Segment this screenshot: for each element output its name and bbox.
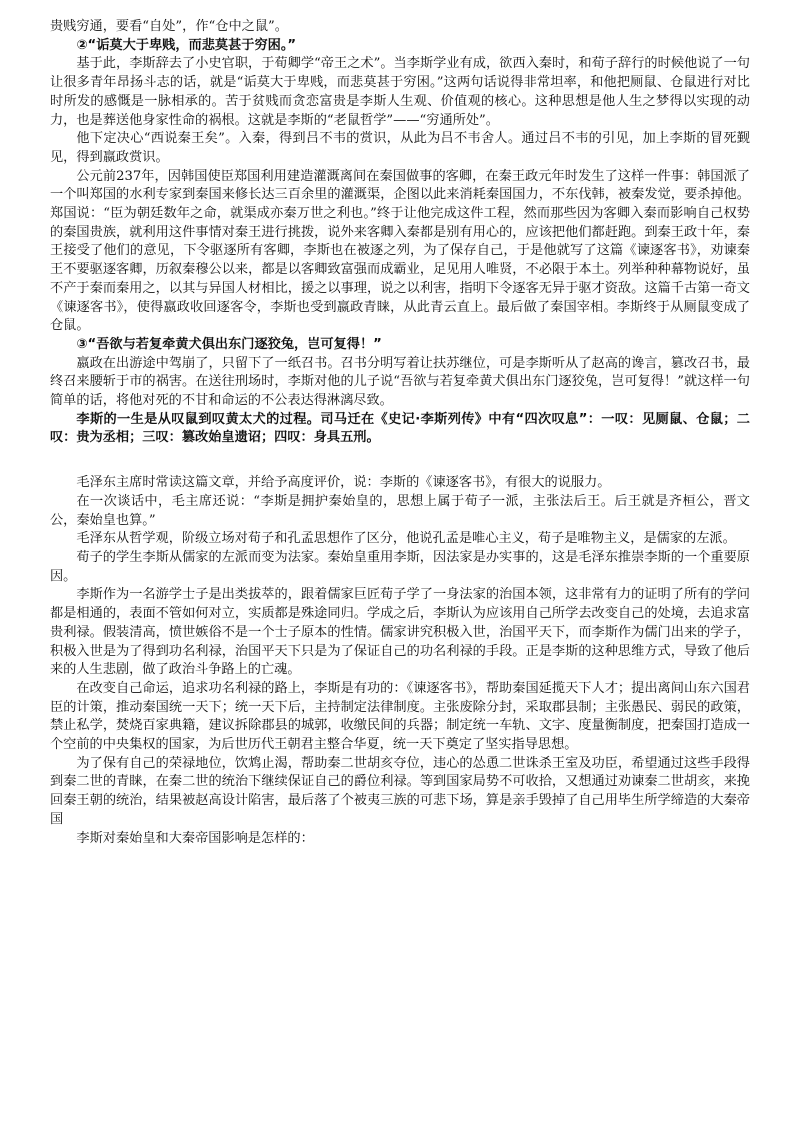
paragraph: 贵贱穷通，要看“自处”，作“仓中之鼠”。 xyxy=(50,19,288,34)
paragraph: 基于此，李斯辞去了小史官职，于荀卿学“帝王之术”。当李斯学业有成，欲西入秦时，和荀子辞行的时候他说了一句让很多青年昂扬斗志的话，就是“诟莫大于卑贱，而悲莫甚于穷困。”这两句话说得非常坦率，和他把厕鼠、仓鼠进行对比时所发的感慨是一脉相承的。苦于贫贱而贪恋富贵是李斯人生观、价值观的核心。这种思想是他人生之梦得以实现的动力，也是葬送他身家性命的祸根。这就是李斯的“老鼠哲学”——“穷通所处”。 xyxy=(50,56,750,128)
blank-line xyxy=(50,448,750,474)
paragraph: 毛泽东主席时常读这篇文章，并给予高度评价，说：李斯的《谏逐客书》，有很大的说服力。 xyxy=(76,475,611,491)
section-heading-2: ②“诟莫大于卑贱，而悲莫甚于穷困。” xyxy=(76,37,297,53)
paragraph: 他下定决心“西说秦王矣”。入秦，得到吕不韦的赏识，从此为吕不韦舍人。通过吕不韦的引见，加上李斯的冒死觐见，得到嬴政赏识。 xyxy=(50,131,750,165)
paragraph: 公元前237年，因韩国使臣郑国利用建造灌溉离间在秦国做事的客卿，在秦王政元年时发生了这样一件事：韩国派了一个叫郑国的水利专家到秦国来修长达三百余里的灌溉渠，企图以此来消耗秦国国力，不东伐韩，被秦发觉，要杀掉他。郑国说：“臣为朝廷数年之命，就渠成亦秦万世之利也。”终于让他完成这件工程，然而那些因为客卿入秦而影响自己权势的秦国贵族，就利用这件事情对秦王进行挑拨，说外来客卿入秦都是别有用心的，应该把他们都赶跑。到秦王政十年，秦王接受了他们的意见，下令驱逐所有客卿，李斯也在被逐之列，为了保存自己，于是他就写了这篇《谏逐客书》，劝谏秦王不要驱逐客卿，历叙秦穆公以来，都是以客卿致富强而成霸业，足见用人唯贤，不必限于本土。列举种种幕物说好，虽不产于秦而秦用之，以其与异国人材相比，援之以事理，说之以利害，指明下令逐客无异于驱才资敌。这篇千古第一奇文《谏逐客书》，使得嬴政收回逐客令，李斯也受到嬴政青睐，从此青云直上。最后做了秦国宰相。李斯终于从厕鼠变成了仓鼠。 xyxy=(50,168,750,334)
section-heading-3: ③“吾欲与若复牵黄犬俱出东门逐狡兔，岂可复得！” xyxy=(76,336,382,352)
paragraph: 嬴政在出游途中驾崩了，只留下了一纸召书。召书分明写着让扶苏继位，可是李斯听从了赵高的谗言，篡改召书，最终召来腰斩于市的祸害。在送往刑场时，李斯对他的儿子说“吾欲与若复牵黄犬俱出东门逐狡兔，岂可复得！”就这样一句简单的话，将他对死的不甘和命运的不公表达得淋漓尽致。 xyxy=(50,355,750,409)
paragraph: 荀子的学生李斯从儒家的左派而变为法家。秦始皇重用李斯，因法家是办实事的，这是毛泽东推崇李斯的一个重要原因。 xyxy=(50,549,750,584)
document-page xyxy=(50,18,750,848)
paragraph: 为了保有自己的荣禄地位，饮鸩止渴，帮助秦二世胡亥夺位，违心的怂恿二世诛杀王室及功臣，希望通过这些手段得到秦二世的青睐，在秦二世的统治下继续保证自己的爵位利禄。等到国家局势不可收拾，又想通过劝谏秦二世胡亥，来挽回秦王朝的统治，结果被赵高设计陷害，最后落了个被夷三族的可悲下场，算是亲手毁掉了自己用毕生所学缔造的大秦帝国 xyxy=(50,755,750,827)
paragraph: 在一次谈话中，毛主席还说：“李斯是拥护秦始皇的，思想上属于荀子一派，主张法后王。后王就是齐桓公，晋文公，秦始皇也算。” xyxy=(50,493,750,528)
paragraph: 在改变自己命运，追求功名利禄的路上，李斯是有功的：《谏逐客书》，帮助秦国延揽天下人才；提出离间山东六国君臣的计策，推动秦国统一天下；统一天下后，主持制定法律制度。主张废除分封，采取郡县制；主张愚民、弱民的政策，禁止私学，焚烧百家典籍，建议拆除郡县的城郭，收缴民间的兵器；制定统一车轨、文字、度量衡制度，把秦国打造成一个空前的中央集权的国家，为后世历代王朝君主整合华夏，统一天下奠定了坚实指导思想。 xyxy=(50,680,750,753)
paragraph: 毛泽东从哲学观，阶级立场对荀子和孔孟思想作了区分，他说孔孟是唯心主义，荀子是唯物主义，是儒家的左派。 xyxy=(76,531,736,547)
paragraph: 李斯作为一名游学士子是出类拔萃的，跟着儒家巨匠荀子学了一身法家的治国本领，这非常有力的证明了所有的学问都是相通的，表面不管如何对立，实质都是殊途同归。学成之后，李斯认为应该用自己所学去改变自己的处境，去追求富贵利禄。假装清高，愤世嫉俗不是一个士子原本的性情。儒家讲究积极入世，治国平天下，而李斯作为儒门出来的学子，积极入世是为了得到功名利禄，治国平天下只是为了保证自己的功名利禄的手段。正是李斯的这种思维方式，导致了他后来的人生悲剧，做了政治斗争路上的亡魂。 xyxy=(50,587,750,678)
summary-paragraph: 李斯的一生是从叹鼠到叹黄太犬的过程。司马迁在《史记·李斯列传》中有“四次叹息”：一叹：见厕鼠、仓鼠；二叹：贵为丞相；三叹：篡改始皇遗诏；四叹：身具五刑。 xyxy=(50,411,750,446)
paragraph: 李斯对秦始皇和大秦帝国影响是怎样的： xyxy=(76,830,314,846)
